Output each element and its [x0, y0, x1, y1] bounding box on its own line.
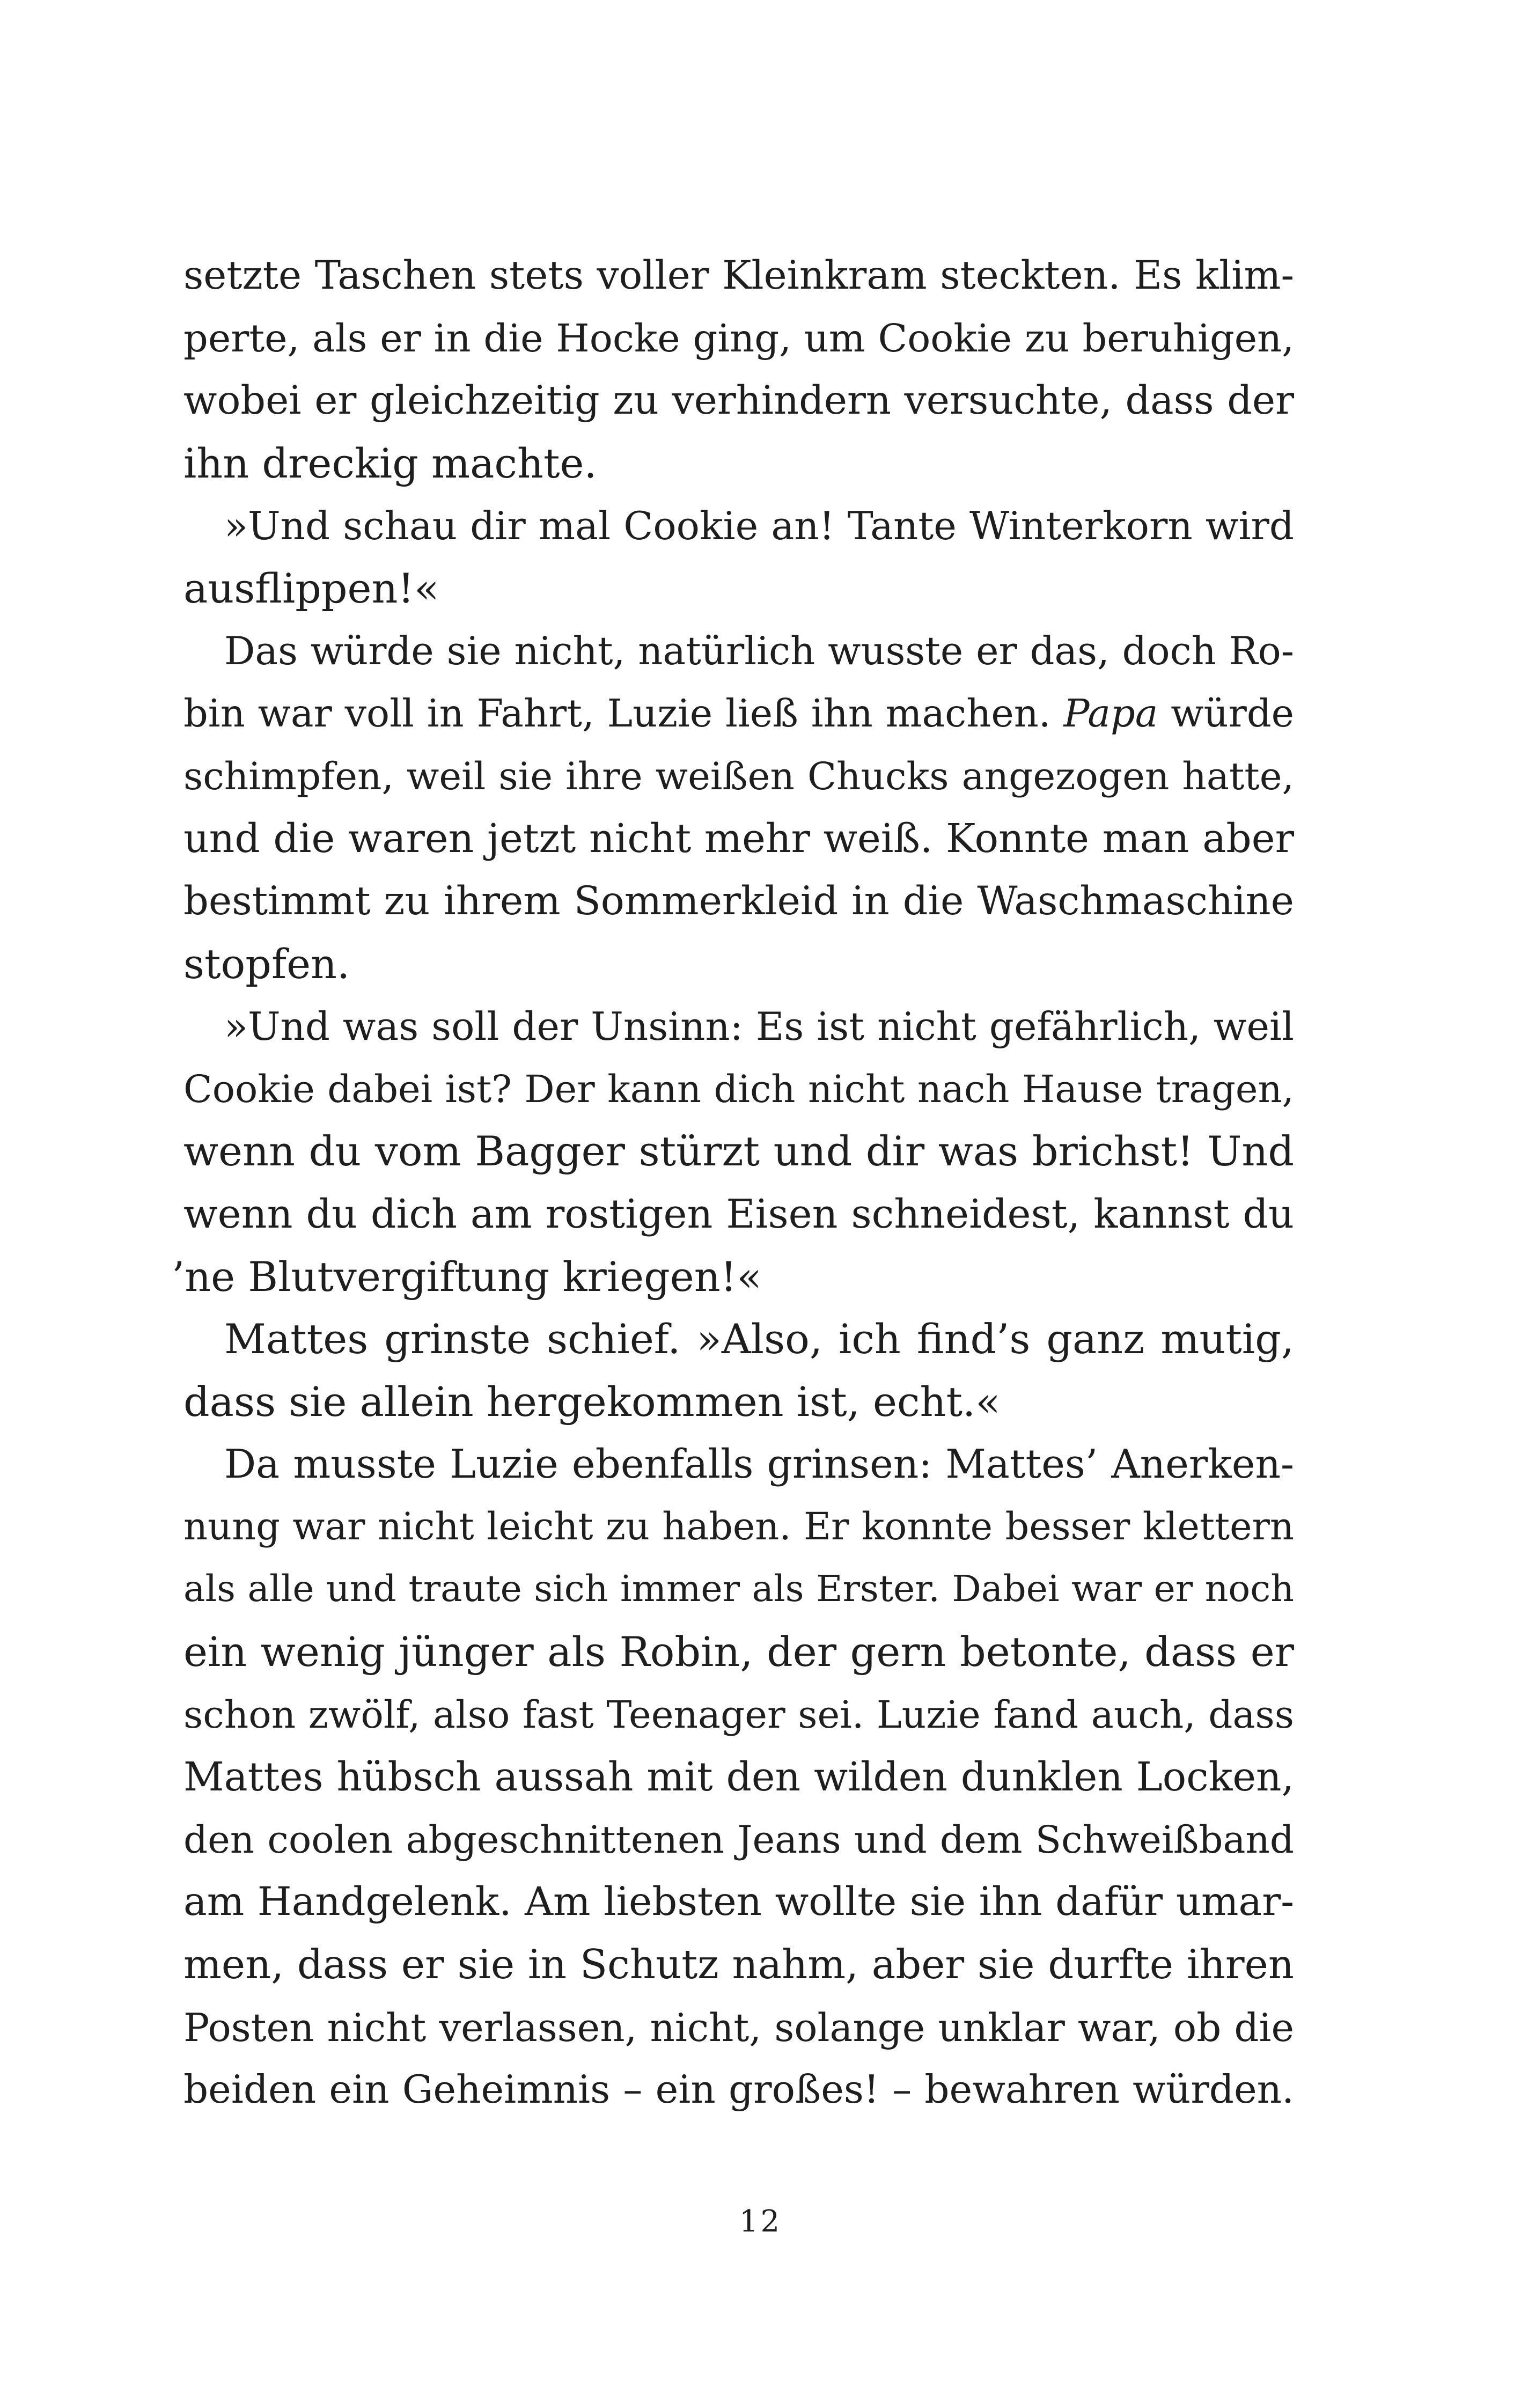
- text-segment: bin war voll in Fahrt, Luzie ließ ihn machen.: [183, 691, 1064, 736]
- text-line: wenn du vom Bagger stürzt und dir was brichst! Und: [183, 1127, 1294, 1176]
- text-line: Da musste Luzie ebenfalls grinsen: Mattes’ Anerken-: [224, 1441, 1294, 1488]
- text-line: perte, als er in die Hocke ging, um Cookie zu beruhigen,: [183, 315, 1294, 361]
- text-line: schon zwölf, also fast Teenager sei. Luzie fand auch, dass: [183, 1692, 1294, 1737]
- text-line: wenn du dich am rostigen Eisen schneidest, kannst du: [183, 1190, 1294, 1237]
- text-line: beiden ein Geheimnis – ein großes! – bewahren würden.: [183, 2067, 1294, 2113]
- text-line: den coolen abgeschnittenen Jeans und dem Schweißband: [183, 1817, 1294, 1862]
- text-line: [183, 682, 1294, 745]
- text-line: wobei er gleichzeitig zu verhindern versuchte, dass der: [183, 378, 1294, 424]
- text-line: ausflippen!«: [183, 564, 439, 612]
- text-line: schimpfen, weil sie ihre weißen Chucks angezogen hatte,: [183, 753, 1294, 798]
- page-number: 12: [739, 2204, 782, 2239]
- text-line: Mattes hübsch aussah mit den wilden dunklen Locken,: [183, 1754, 1294, 1801]
- text-line: Das würde sie nicht, natürlich wusste er das, doch Ro-: [224, 628, 1294, 673]
- text-line: stopfen.: [183, 939, 350, 988]
- text-line: Posten nicht verlassen, nicht, solange unklar war, ob die: [183, 2005, 1294, 2050]
- text-line: dass sie allein hergekommen ist, echt.«: [183, 1377, 1001, 1426]
- text-line: Mattes grinste schief. »Also, ich find’s ganz mutig,: [224, 1315, 1294, 1363]
- text-line: ein wenig jünger als Robin, der gern betonte, dass er: [183, 1628, 1294, 1676]
- text-line: Cookie dabei ist? Der kann dich nicht nach Hause tragen,: [183, 1067, 1294, 1111]
- body-text: [172, 245, 1294, 2121]
- text-line: »Und schau dir mal Cookie an! Tante Winterkorn wird: [224, 503, 1294, 549]
- text-line: am Handgelenk. Am liebsten wollte sie ihn dafür umar-: [183, 1879, 1294, 1925]
- text-line: ’ne Blutvergiftung kriegen!«: [172, 1252, 762, 1301]
- text-line: nung war nicht leicht zu haben. Er konnte besser klettern: [183, 1504, 1294, 1548]
- emphasized-word: Papa: [1063, 691, 1158, 736]
- text-line: bestimmt zu ihrem Sommerkleid in die Waschmaschine: [183, 878, 1294, 924]
- text-line: setzte Taschen stets voller Kleinkram steckten. Es klim-: [183, 253, 1294, 298]
- text-line: als alle und traute sich immer als Erster. Dabei war er noch: [183, 1568, 1294, 1611]
- text-segment: würde: [1158, 691, 1294, 736]
- text-line: ihn dreckig machte.: [183, 439, 597, 487]
- text-line: men, dass er sie in Schutz nahm, aber sie durfte ihren: [183, 1941, 1294, 1988]
- text-line: und die waren jetzt nicht mehr weiß. Konnte man aber: [183, 816, 1294, 862]
- text-line: »Und was soll der Unsinn: Es ist nicht gefährlich, weil: [224, 1004, 1294, 1049]
